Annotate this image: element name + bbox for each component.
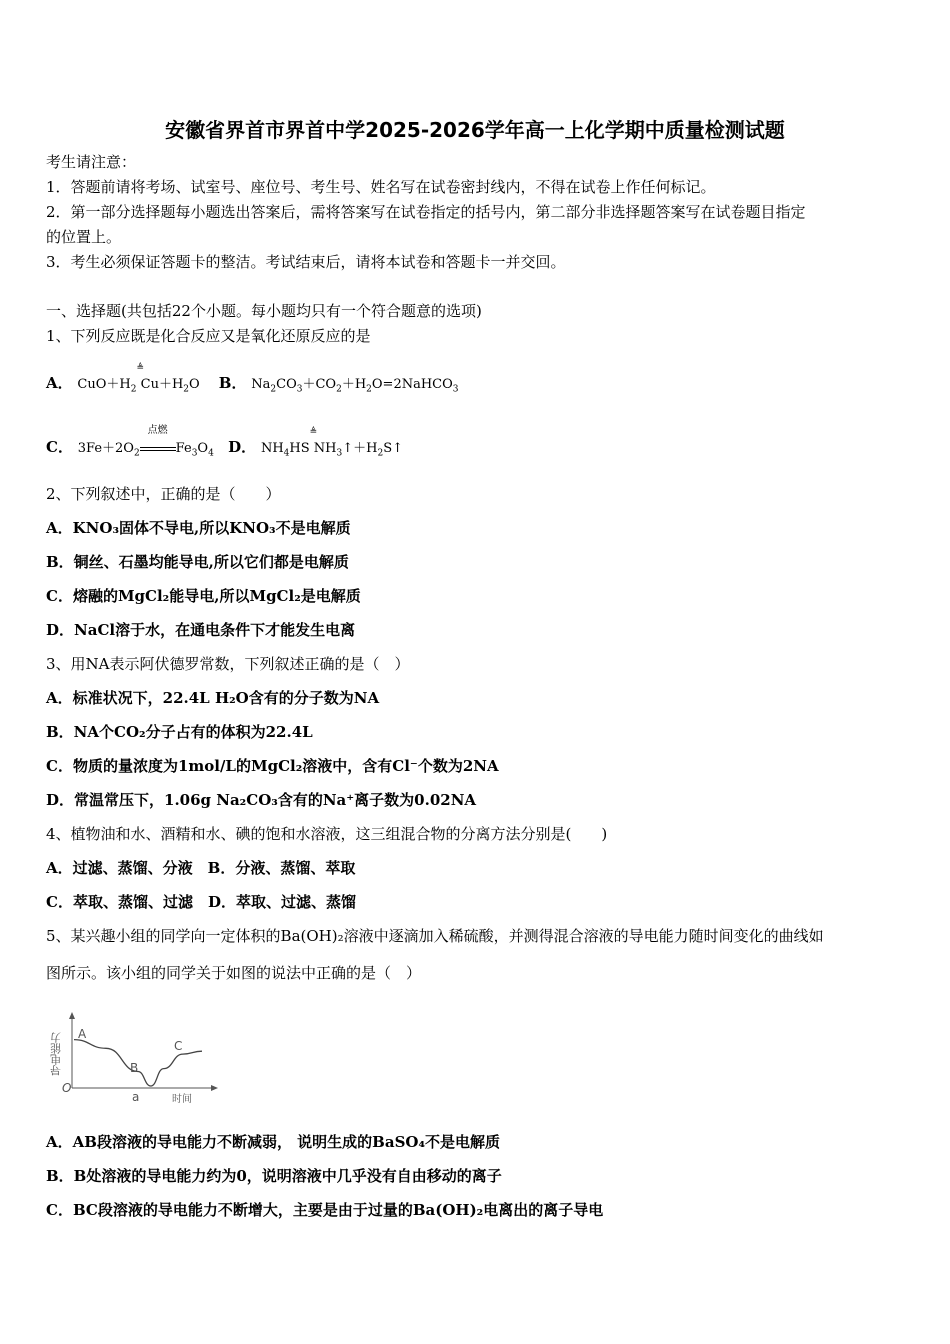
q2-option-b: B．铜丝、石墨均能导电,所以它们都是电解质 xyxy=(46,553,349,571)
point-label-b: B xyxy=(130,1061,139,1075)
q1-d-equation: $NH_4HS$ ≜ $NH_3↑+H_2S↑$ xyxy=(260,427,404,459)
q2-stem: 2、下列叙述中，正确的是（ ） xyxy=(46,485,281,503)
q4-stem: 4、植物油和水、酒精和水、碘的饱和水溶液，这三组混合物的分离方法分别是( ) xyxy=(46,825,608,843)
notice-item-2: 2．第一部分选择题每小题选出答案后，需将答案写在试卷指定的括号内，第二部分非选择题答案写在试卷题目指定 xyxy=(46,203,806,221)
q1-c-equation: $3Fe+2O_2$ 点燃 $Fe_3O_4$ xyxy=(77,425,214,459)
q2-option-c: C．熔融的MgCl₂能导电,所以MgCl₂是电解质 xyxy=(46,587,361,605)
origin-label: O xyxy=(62,1081,72,1095)
notice-heading: 考生请注意： xyxy=(46,153,137,171)
q2-option-a: A．KNO₃固体不导电,所以KNO₃不是电解质 xyxy=(46,519,351,537)
q3-stem: 3、用NA表示阿伏德罗常数，下列叙述正确的是（ ） xyxy=(46,655,410,673)
q5-option-a: A．AB段溶液的导电能力不断减弱， 说明生成的BaSO₄不是电解质 xyxy=(46,1133,501,1151)
q2-option-d: D．NaCl溶于水，在通电条件下才能发生电离 xyxy=(46,621,356,639)
q4-options-ab: A．过滤、蒸馏、分液 B．分液、蒸馏、萃取 xyxy=(46,859,356,877)
x-axis-label: 时间 xyxy=(172,1094,192,1105)
y-axis-arrow-icon xyxy=(69,1012,75,1019)
q3-option-a: A．标准状况下，22.4L H₂O含有的分子数为NA xyxy=(46,689,380,707)
point-label-c: C xyxy=(174,1039,183,1053)
notice-item-3: 3．考生必须保证答题卡的整洁。考试结束后，请将本试卷和答题卡一并交回。 xyxy=(46,253,566,271)
q1-stem: 1、下列反应既是化合反应又是氧化还原反应的是 xyxy=(46,327,371,345)
q1-options-ab xyxy=(46,363,459,400)
q5-stem-1: 5、某兴趣小组的同学向一定体积的Ba(OH)₂溶液中逐滴加入稀硫酸，并测得混合溶液的导电能力随时间变化的曲线如 xyxy=(46,927,824,945)
q1-options-cd xyxy=(46,425,404,464)
q5-option-b: B．B处溶液的导电能力约为0，说明溶液中几乎没有自由移动的离子 xyxy=(46,1167,502,1185)
q1-a-label: A． xyxy=(46,374,73,392)
q5-option-c: C．BC段溶液的导电能力不断增大，主要是由于过量的Ba(OH)₂电离出的离子导电 xyxy=(46,1201,604,1219)
q1-c-label: C． xyxy=(46,438,73,456)
x-axis-arrow-icon xyxy=(211,1085,218,1091)
q1-d-label: D． xyxy=(228,438,257,456)
heat-symbol: ≜ xyxy=(136,363,145,373)
q5-stem-2: 图所示。该小组的同学关于如图的说法中正确的是（ ） xyxy=(46,964,422,982)
q1-a-equation: $CuO+H_2$ ≜ $Cu+H_2O$ xyxy=(77,363,200,395)
q3-option-d: D．常温常压下，1.06g Na₂CO₃含有的Na⁺离子数为0.02NA xyxy=(46,791,477,809)
notice-item-2-cont: 的位置上。 xyxy=(46,228,122,246)
conductivity-chart xyxy=(44,1010,224,1110)
equals-arrow xyxy=(140,447,176,451)
page-title: 安徽省界首市界首中学2025-2026学年高一上化学期中质量检测试题 xyxy=(165,118,785,142)
q3-option-c: C．物质的量浓度为1mol/L的MgCl₂溶液中，含有Cl⁻个数为2NA xyxy=(46,757,499,775)
heat-symbol: ≜ xyxy=(309,427,318,437)
notice-item-1: 1．答题前请将考场、试室号、座位号、考生号、姓名写在试卷密封线内，不得在试卷上作任何标记。 xyxy=(46,178,716,196)
y-axis-label: 导电能力 xyxy=(49,1032,63,1076)
q1-b-label: B． xyxy=(218,374,247,392)
ignite-condition: 点燃 xyxy=(147,425,168,436)
q3-option-b: B．NA个CO₂分子占有的体积为22.4L xyxy=(46,723,313,741)
section-heading: 一、选择题(共包括22个小题。每小题均只有一个符合题意的选项) xyxy=(46,302,482,320)
point-label-a: A xyxy=(78,1027,87,1041)
q4-options-cd: C．萃取、蒸馏、过滤 D．萃取、过滤、蒸馏 xyxy=(46,893,356,911)
q1-b-equation: $Na_2CO_3+CO_2+H_2O=2NaHCO_3$ xyxy=(251,377,459,395)
x-tick-a: a xyxy=(132,1090,140,1104)
